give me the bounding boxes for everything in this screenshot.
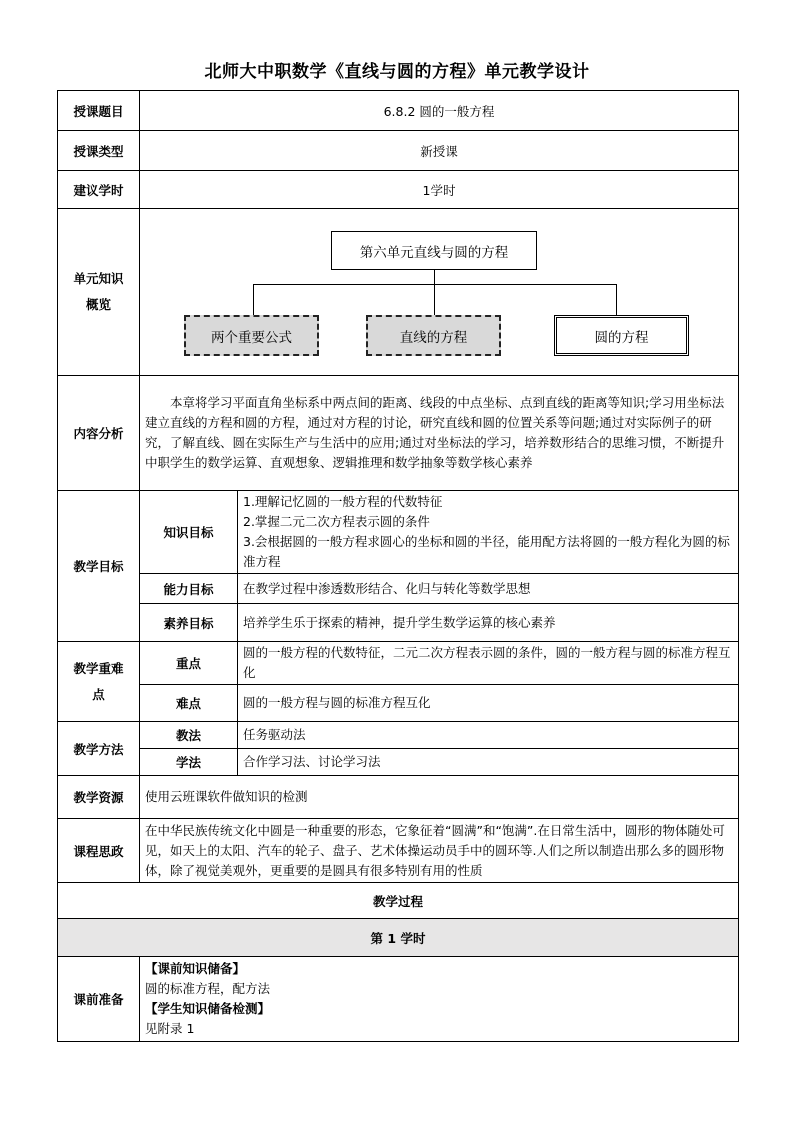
overview-diagram-cell [140, 209, 739, 376]
learn-method-label: 学法 [140, 749, 238, 776]
unit-knowledge-diagram [140, 209, 721, 375]
difficult-point-text: 圆的一般方程与圆的标准方程互化 [238, 685, 739, 722]
row-ability-goal [58, 574, 739, 604]
overview-label-line2: 概览 [85, 297, 111, 312]
knowledge-goal-label: 知识目标 [140, 491, 238, 574]
resources-text: 使用云班课软件做知识的检测 [140, 776, 739, 819]
hours-label: 建议学时 [58, 171, 140, 209]
prep-heading-1: 【课前知识储备】 [145, 961, 246, 976]
row-hours [58, 171, 739, 209]
connector-trunk [434, 270, 435, 284]
row-process [58, 883, 739, 919]
course-type-value: 新授课 [140, 131, 739, 171]
diagram-child-formulas: 两个重要公式 [184, 315, 319, 356]
analysis-label: 内容分析 [58, 376, 140, 491]
prep-line-2: 见附录 1 [145, 1021, 195, 1036]
ability-goal-label: 能力目标 [140, 574, 238, 604]
literacy-goal-label: 素养目标 [140, 604, 238, 642]
row-knowledge-goal [58, 491, 739, 574]
teach-method-label: 教法 [140, 722, 238, 749]
course-type-label: 授课类型 [58, 131, 140, 171]
course-title-label: 授课题目 [58, 91, 140, 131]
knowledge-goal-item-3: 3.会根据圆的一般方程求圆心的坐标和圆的半径，能用配方法将圆的一般方程化为圆的标准方程 [243, 534, 730, 569]
ideology-label: 课程思政 [58, 819, 140, 883]
row-learn-method [58, 749, 739, 776]
row-key-point [58, 642, 739, 685]
connector-left [253, 284, 254, 315]
overview-label-line1: 单元知识 [73, 271, 124, 286]
methods-label: 教学方法 [58, 722, 140, 776]
row-course-title [58, 91, 739, 131]
lesson-plan-table [57, 90, 739, 1042]
prep-line-1: 圆的标准方程，配方法 [145, 981, 271, 996]
knowledge-goal-item-1: 1.理解记忆圆的一般方程的代数特征 [243, 494, 443, 509]
row-teach-method [58, 722, 739, 749]
resources-label: 教学资源 [58, 776, 140, 819]
keypoints-label [58, 642, 140, 722]
row-course-type [58, 131, 739, 171]
diagram-root-box: 第六单元直线与圆的方程 [331, 231, 537, 270]
row-lesson [58, 919, 739, 957]
prep-label: 课前准备 [58, 957, 140, 1042]
connector-right [616, 284, 617, 315]
knowledge-goal-item-2: 2.掌握二元二次方程表示圆的条件 [243, 514, 430, 529]
row-prep [58, 957, 739, 1042]
overview-label [58, 209, 140, 376]
ability-goal-text: 在教学过程中渗透数形结合、化归与转化等数学思想 [238, 574, 739, 604]
ideology-text: 在中华民族传统文化中圆是一种重要的形态，它象征着“圆满”和“饱满”.在日常生活中，圆形的物体随处可见，如天上的太阳、汽车的轮子、盘子、艺术体操运动员手中的圆环等.人们之所以制造出那么多的圆形物体，除了视觉美观外，更重要的是圆具有很多特别有用的性质 [140, 819, 739, 883]
hours-value: 1学时 [140, 171, 739, 209]
row-difficult-point [58, 685, 739, 722]
row-resources [58, 776, 739, 819]
literacy-goal-text: 培养学生乐于探索的精神，提升学生数学运算的核心素养 [238, 604, 739, 642]
lesson-heading: 第 1 学时 [58, 919, 739, 957]
course-title-value: 6.8.2 圆的一般方程 [140, 91, 739, 131]
analysis-text: 本章将学习平面直角坐标系中两点间的距离、线段的中点坐标、点到直线的距离等知识;学习用坐标法建立直线的方程和圆的方程，通过对方程的讨论，研究直线和圆的位置关系等问题;通过对实际例子的研究，了解直线、圆在实际生产与生活中的应用;通过对坐标法的学习，培养数形结合的思维习惯，不断提升中职学生的数学运算、直观想象、逻辑推理和数学抽象等数学核心素养 [140, 376, 739, 491]
row-overview [58, 209, 739, 376]
learn-method-text: 合作学习法、讨论学习法 [238, 749, 739, 776]
keypoints-label-line1: 教学重难 [73, 660, 124, 676]
key-point-label: 重点 [140, 642, 238, 685]
key-point-text: 圆的一般方程的代数特征，二元二次方程表示圆的条件，圆的一般方程与圆的标准方程互化 [238, 642, 739, 685]
teach-method-text: 任务驱动法 [238, 722, 739, 749]
row-analysis [58, 376, 739, 491]
row-ideology [58, 819, 739, 883]
process-heading: 教学过程 [58, 883, 739, 919]
prep-heading-2: 【学生知识储备检测】 [145, 1001, 271, 1016]
keypoints-label-line2: 点 [92, 686, 105, 702]
connector-middle [434, 284, 435, 315]
goals-label: 教学目标 [58, 491, 140, 642]
difficult-point-label: 难点 [140, 685, 238, 722]
prep-cell [140, 957, 739, 1042]
diagram-child-line-equation: 直线的方程 [366, 315, 501, 356]
row-literacy-goal [58, 604, 739, 642]
knowledge-goal-cell [238, 491, 739, 574]
document-title: 北师大中职数学《直线与圆的方程》单元教学设计 [204, 62, 590, 82]
diagram-child-circle-equation: 圆的方程 [554, 315, 689, 356]
